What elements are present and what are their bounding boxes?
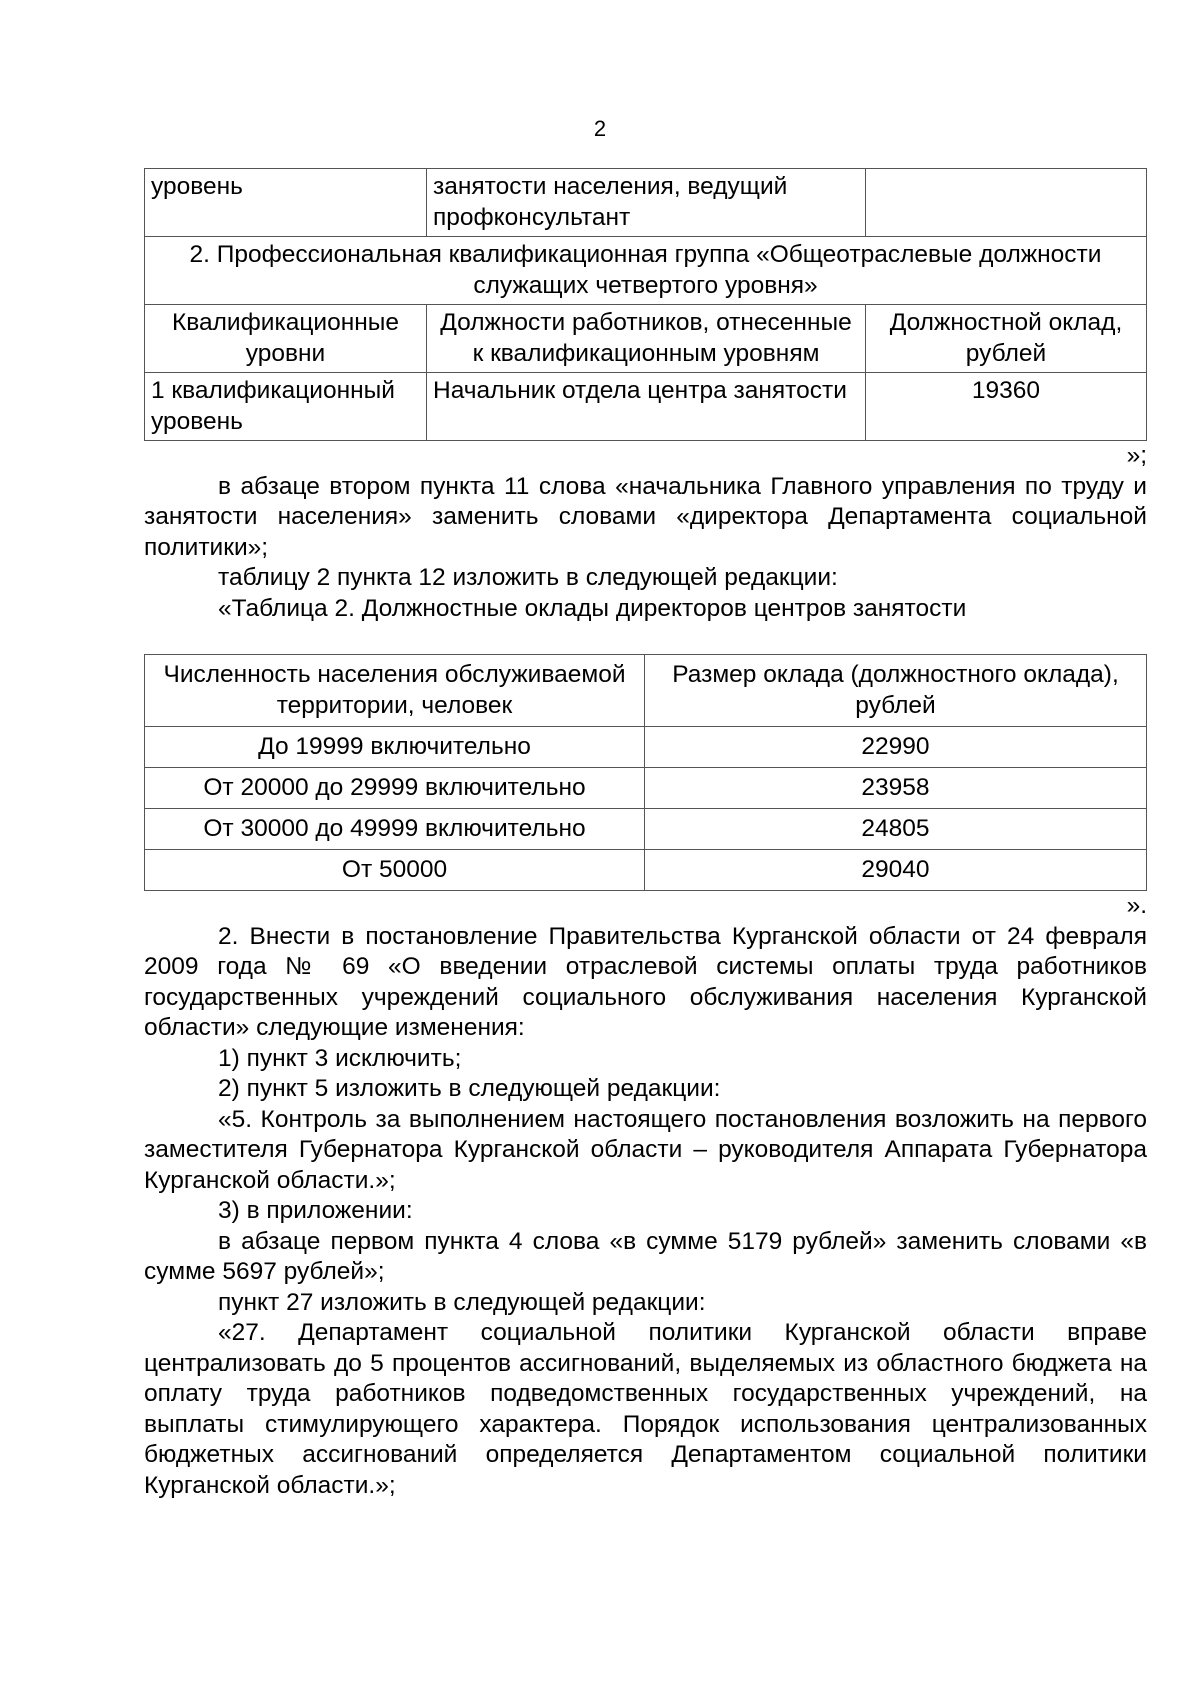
table-cell: 1 квалификационный уровень	[145, 373, 427, 441]
table-cell: От 20000 до 29999 включительно	[145, 768, 645, 809]
paragraph: в абзаце втором пункта 11 слова «начальника Главного управления по труду и занятости населения» заменить словами «директора Департамента социальной политики»;	[144, 472, 1147, 561]
table-cell: 29040	[645, 850, 1147, 891]
table-row	[145, 850, 1147, 891]
table-cell	[866, 169, 1147, 237]
paragraph: «27. Департамент социальной политики Курганской области вправе централизовать до 5 процентов ассигнований, выделяемых из областного бюджета на оплату труда работников подведомственных государственных учреждений, на выплаты стимулирующего характера. Порядок использования централизованных бюджетных ассигнований определяется Департаментом социальной политики Курганской области.»;	[144, 1319, 1147, 1499]
paragraph: «Таблица 2. Должностные оклады директоров центров занятости	[218, 594, 967, 622]
table-row	[145, 809, 1147, 850]
closing-quote: »;	[1126, 442, 1147, 469]
table-row	[145, 169, 1147, 237]
paragraph: 2. Внести в постановление Правительства Курганской области от 24 февраля 2009 года № 69 «О введении отраслевой системы оплаты труда работников государственных учреждений социального обслуживания населения Курганской области» следующие изменения:	[144, 922, 1147, 1041]
table-row	[145, 768, 1147, 809]
header-cell: Численность населения обслуживаемой территории, человек	[145, 655, 645, 727]
paragraph: 1) пункт 3 исключить;	[218, 1044, 462, 1072]
table-row	[145, 727, 1147, 768]
header-cell: Квалификационные уровни	[145, 305, 427, 373]
table-cell: 23958	[645, 768, 1147, 809]
table-row	[145, 373, 1147, 441]
paragraph: пункт 27 изложить в следующей редакции:	[218, 1288, 706, 1316]
table-cell: От 50000	[145, 850, 645, 891]
table-cell: 24805	[645, 809, 1147, 850]
paragraph: «5. Контроль за выполнением настоящего постановления возложить на первого заместителя Губернатора Курганской области – руководителя Аппарата Губернатора Курганской области.»;	[144, 1105, 1147, 1194]
table-cell: занятости населения, ведущий профконсультант	[427, 169, 866, 237]
document-body	[144, 168, 1147, 1501]
qualification-table	[144, 168, 1147, 441]
table-header-row	[145, 305, 1147, 373]
paragraph: таблицу 2 пункта 12 изложить в следующей редакции:	[218, 564, 838, 591]
header-cell: Должностной оклад, рублей	[866, 305, 1147, 373]
table-row	[145, 237, 1147, 305]
table-cell: 22990	[645, 727, 1147, 768]
paragraph: 2) пункт 5 изложить в следующей редакции:	[218, 1075, 721, 1102]
paragraph: 3) в приложении:	[218, 1197, 413, 1224]
directors-salary-table	[144, 654, 1147, 891]
table-cell: уровень	[145, 169, 427, 237]
table-header-row	[145, 655, 1147, 727]
closing-quote: ».	[1126, 892, 1147, 919]
header-cell: Размер оклада (должностного оклада), рублей	[645, 655, 1147, 727]
table-cell: До 19999 включительно	[145, 727, 645, 768]
table-cell: От 30000 до 49999 включительно	[145, 809, 645, 850]
header-cell: Должности работников, отнесенные к квалификационным уровням	[427, 305, 866, 373]
paragraph: в абзаце первом пункта 4 слова «в сумме 5179 рублей» заменить словами «в сумме 5697 рублей»;	[144, 1227, 1147, 1285]
table-cell: 19360	[866, 373, 1147, 441]
group-title-cell: 2. Профессиональная квалификационная группа «Общеотраслевые должности служащих четвертого уровня»	[145, 237, 1147, 305]
table-cell: Начальник отдела центра занятости	[427, 373, 866, 441]
page-number: 2	[593, 116, 607, 141]
